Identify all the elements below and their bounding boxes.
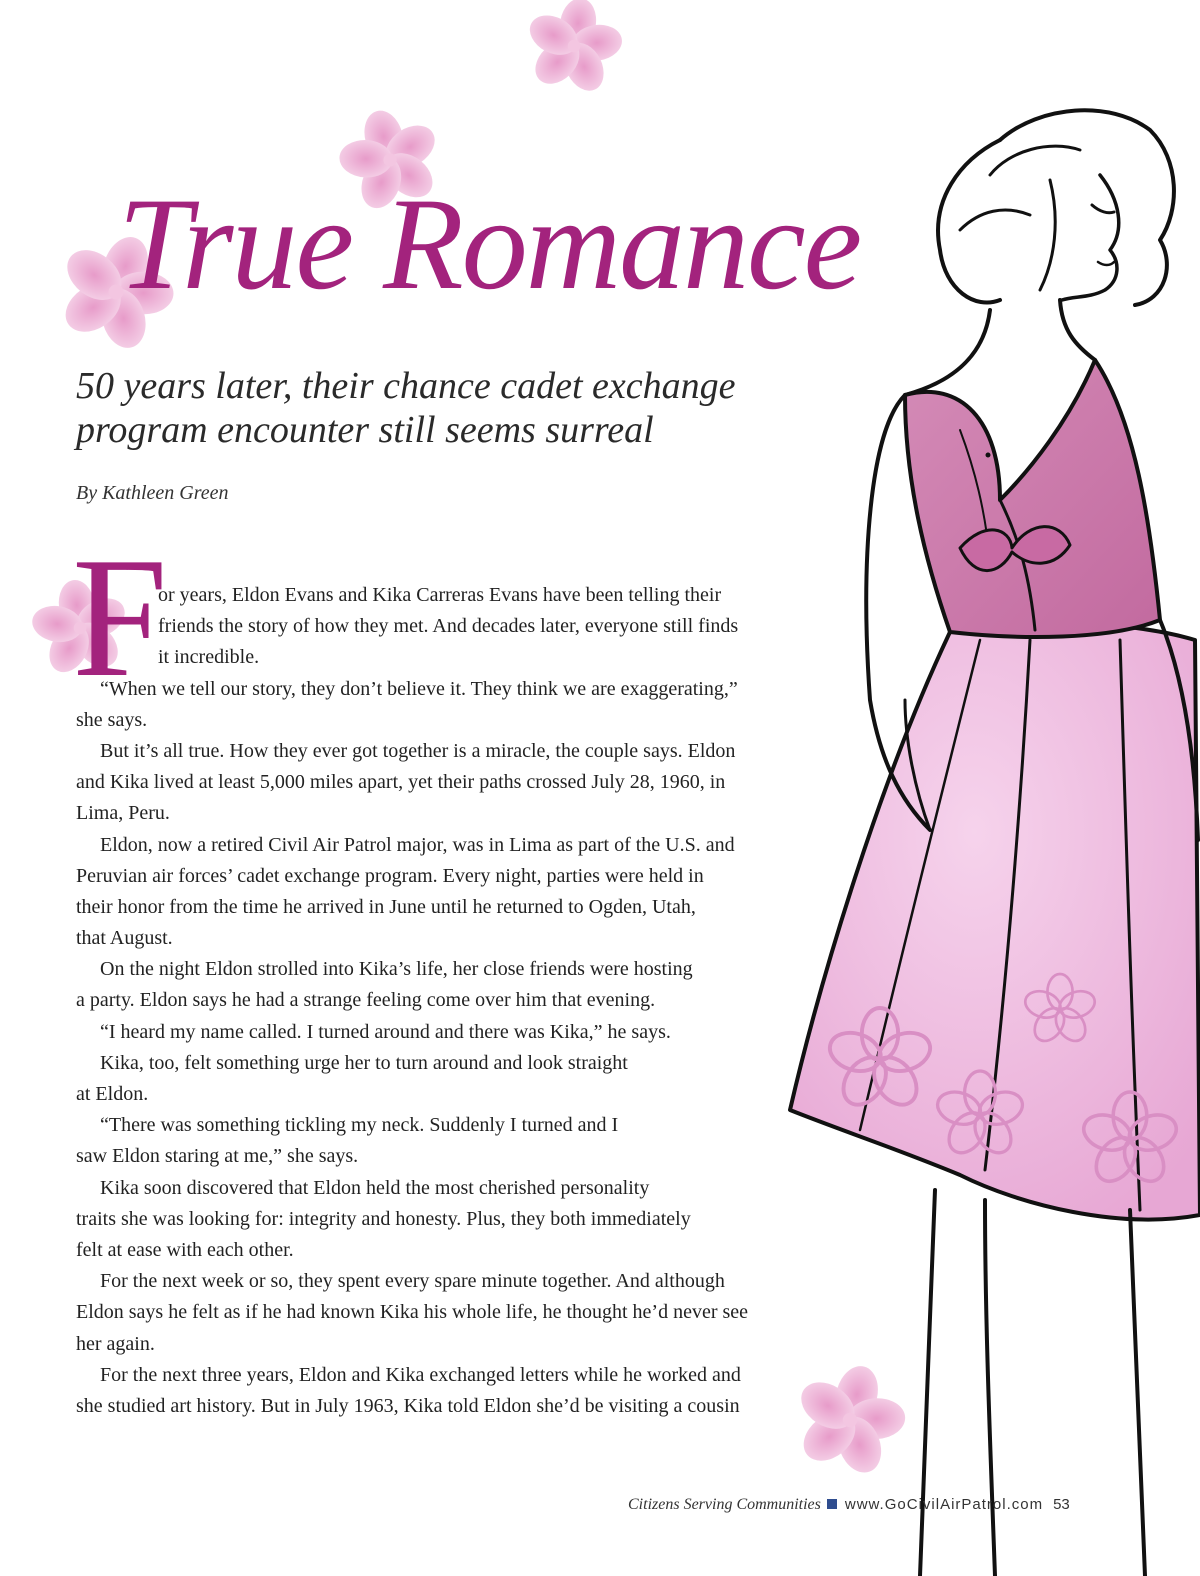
body-line: Eldon says he felt as if he had known Kika his whole life, he thought he’d never see (76, 1301, 749, 1324)
body-line: felt at ease with each other. (76, 1238, 294, 1261)
square-bullet-icon (827, 1499, 837, 1509)
body-line: For the next three years, Eldon and Kika exchanged letters while he worked and (100, 1363, 741, 1386)
body-line: For the next week or so, they spent every spare minute together. And although (100, 1270, 725, 1293)
body-line: Lima, Peru. (76, 802, 170, 825)
body-line: traits she was looking for: integrity and honesty. Plus, they both immediately (76, 1207, 691, 1230)
body-line: at Eldon. (76, 1083, 149, 1105)
footer-url[interactable]: www.GoCivilAirPatrol.com (844, 1496, 1044, 1513)
article-title: True Romance (118, 170, 861, 317)
woman-illustration (790, 110, 1200, 1576)
body-line: saw Eldon staring at me,” she says. (76, 1145, 359, 1168)
body-line: she studied art history. But in July 1963, Kika told Eldon she’d be visiting a cousin (76, 1394, 740, 1417)
body-line: Kika, too, felt something urge her to turn around and look straight (100, 1051, 628, 1074)
body-line: it incredible. (158, 646, 260, 669)
byline: By Kathleen Green (76, 482, 229, 504)
page-footer (628, 1496, 1070, 1514)
body-line: their honor from the time he arrived in June until he returned to Ogden, Utah, (76, 895, 696, 918)
body-line: “There was something tickling my neck. Suddenly I turned and I (100, 1114, 619, 1137)
drop-cap: F (72, 523, 168, 713)
body-line: On the night Eldon strolled into Kika’s life, her close friends were hosting (100, 958, 693, 981)
subtitle-line-1: 50 years later, their chance cadet exchange (76, 365, 736, 407)
page-number: 53 (1053, 1496, 1070, 1513)
article-body (76, 580, 816, 1422)
body-line: friends the story of how they met. And decades later, everyone still finds (158, 615, 739, 638)
body-line: and Kika lived at least 5,000 miles apart, yet their paths crossed July 28, 1960, in (76, 771, 726, 794)
body-line: “I heard my name called. I turned around and there was Kika,” he says. (100, 1020, 671, 1043)
article-subtitle (76, 364, 836, 452)
subtitle-line-2: program encounter still seems surreal (76, 409, 654, 451)
body-line: Kika soon discovered that Eldon held the most cherished personality (100, 1176, 650, 1199)
body-line: But it’s all true. How they ever got together is a miracle, the couple says. Eldon (100, 739, 736, 762)
body-line: that August. (76, 927, 173, 950)
body-line: Peruvian air forces’ cadet exchange program. Every night, parties were held in (76, 864, 704, 887)
body-line: her again. (76, 1332, 155, 1355)
body-line: a party. Eldon says he had a strange feeling come over him that evening. (76, 989, 656, 1012)
body-line: or years, Eldon Evans and Kika Carreras Evans have been telling their (158, 584, 722, 606)
body-line: Eldon, now a retired Civil Air Patrol major, was in Lima as part of the U.S. and (100, 833, 735, 856)
body-line: “When we tell our story, they don’t believe it. They think we are exaggerating,” (100, 677, 738, 700)
flower-top (515, 0, 633, 104)
footer-tagline: Citizens Serving Communities (628, 1496, 821, 1513)
body-line: she says. (76, 708, 148, 731)
